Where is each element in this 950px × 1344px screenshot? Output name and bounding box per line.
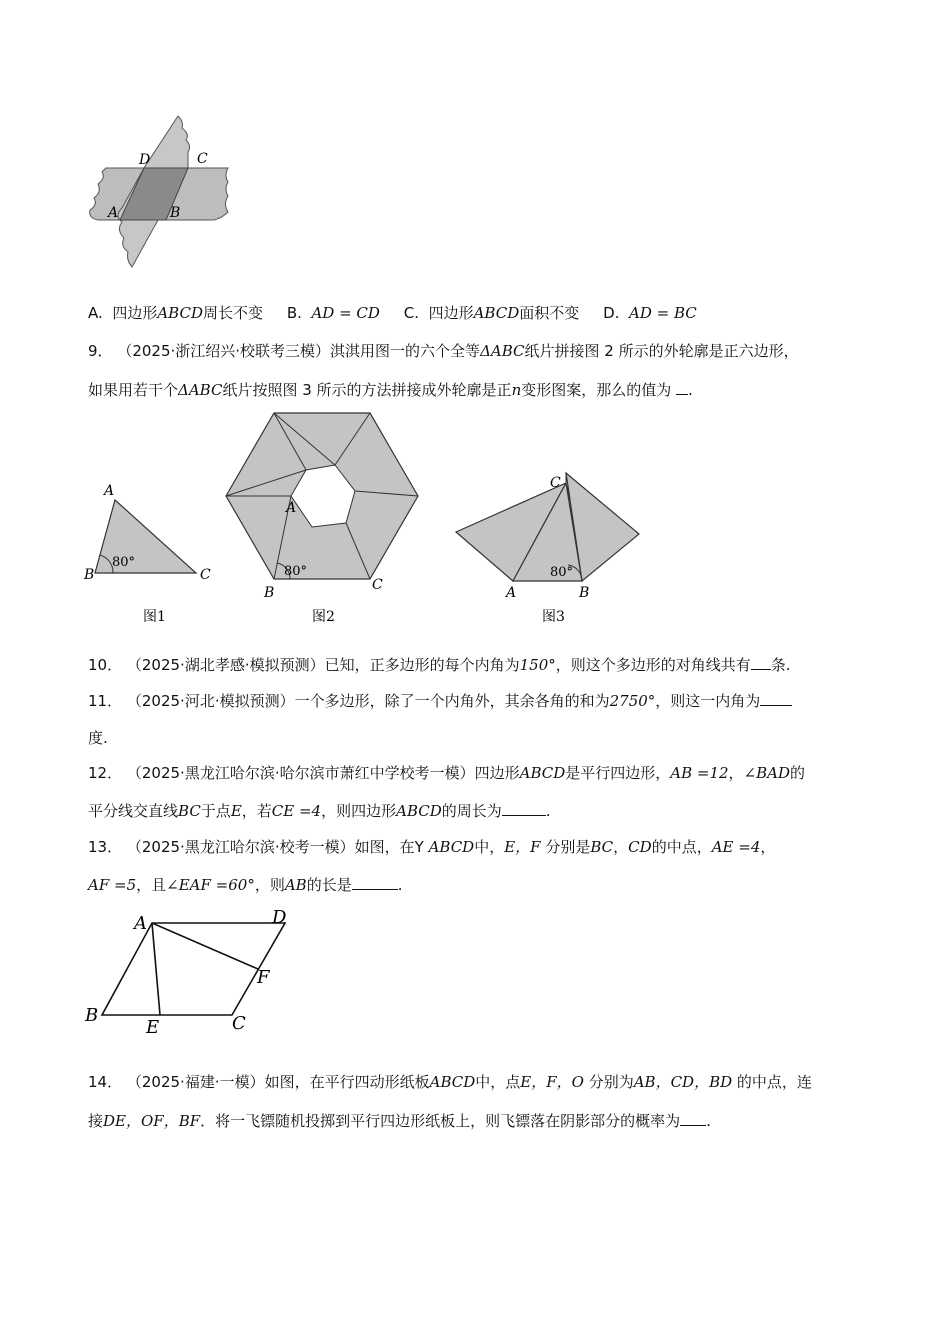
answer-blank — [760, 689, 792, 706]
label-c: C — [232, 1013, 246, 1034]
fig2-angle: 80° — [284, 564, 308, 579]
q8-options — [88, 302, 697, 324]
fig2-caption: 图2 — [312, 609, 335, 625]
option-d: D. AD = BC — [603, 304, 697, 322]
label-a: A — [108, 205, 119, 221]
fig1-label-b: B — [84, 567, 95, 583]
fig2-label-b: B — [264, 585, 275, 601]
q14-line2: 接DE，OF，BF．将一飞镖随机投掷到平行四边形纸板上，则飞镖落在阴影部分的概率为 . — [88, 1109, 711, 1132]
fig3-label-b: B — [579, 585, 590, 601]
label-f: F — [257, 967, 270, 988]
q11-line1: 11． （2025·河北·模拟预测）一个多边形，除了一个内角外，其余各角的和为2750°，则这一内角为 — [88, 689, 792, 712]
q9-line2: 如果用若干个ΔABC纸片按照图 3 所示的方法拼接成外轮廓是正n变形图案，那么的值为 . — [88, 378, 693, 401]
q10-line: 10． （2025·湖北孝感·模拟预测）已知，正多边形的每个内角为150°，则这个多边形的对角线共有 条. — [88, 653, 791, 676]
label-d: D — [139, 152, 151, 168]
label-c: C — [197, 151, 208, 167]
fig3-caption: 图3 — [542, 609, 565, 625]
fig2-label-c: C — [372, 577, 383, 593]
fig1-angle: 80° — [112, 555, 136, 570]
fig3-pattern — [456, 473, 639, 625]
q12-line1: 12． （2025·黑龙江哈尔滨·哈尔滨市萧红中学校考一模）四边形ABCD是平行四边形，AB =12，∠BAD的 — [88, 764, 806, 782]
answer-blank — [676, 378, 688, 395]
answer-blank — [680, 1109, 706, 1126]
fig1-caption: 图1 — [143, 609, 166, 625]
label-d: D — [272, 907, 287, 928]
fig3-label-a: A — [506, 585, 517, 601]
label-e: E — [146, 1017, 160, 1038]
q14-line1: 14． （2025·福建·一模）如图，在平行四动形纸板ABCD中，点E，F，O 分别为AB，CD，BD 的中点，连 — [88, 1073, 812, 1091]
label-b: B — [170, 205, 181, 221]
option-b: B. AD = CD — [286, 304, 380, 322]
label-b: B — [85, 1005, 99, 1026]
q9-line1: 9． （2025·浙江绍兴·校联考三模）淇淇用图一的六个全等ΔABC纸片拼接图 2 所示的外轮廓是正六边形， — [88, 342, 799, 360]
fig3-angle: 80° — [550, 565, 574, 580]
fig2-hexagon — [226, 413, 418, 625]
q13-parallelogram-figure — [80, 905, 300, 1040]
q11-line2: 度. — [88, 729, 108, 747]
option-c: C. 四边形ABCD面积不变 — [403, 304, 580, 322]
answer-blank — [352, 873, 398, 890]
q9-figures — [80, 405, 650, 630]
q12-line2: 平分线交直线BC于点E，若CE =4，则四边形ABCD的周长为 . — [88, 799, 551, 822]
q13-line1: 13． （2025·黑龙江哈尔滨·校考一模）如图，在Y ABCD中，E，F 分别是BC，CD的中点，AE =4， — [88, 838, 776, 856]
answer-blank — [502, 799, 546, 816]
fig2-label-a: A — [286, 500, 297, 516]
fig3-label-c: C — [550, 475, 561, 491]
answer-blank — [751, 653, 771, 670]
paper-strips-figure — [84, 112, 234, 272]
q13-line2: AF =5，且∠EAF =60°，则AB的长是 . — [88, 873, 403, 896]
label-a: A — [134, 913, 147, 934]
option-a: A. 四边形ABCD周长不变 — [88, 304, 263, 322]
fig1-label-c: C — [200, 567, 211, 583]
fig1-triangle — [83, 483, 211, 625]
fig1-label-a: A — [104, 483, 115, 499]
